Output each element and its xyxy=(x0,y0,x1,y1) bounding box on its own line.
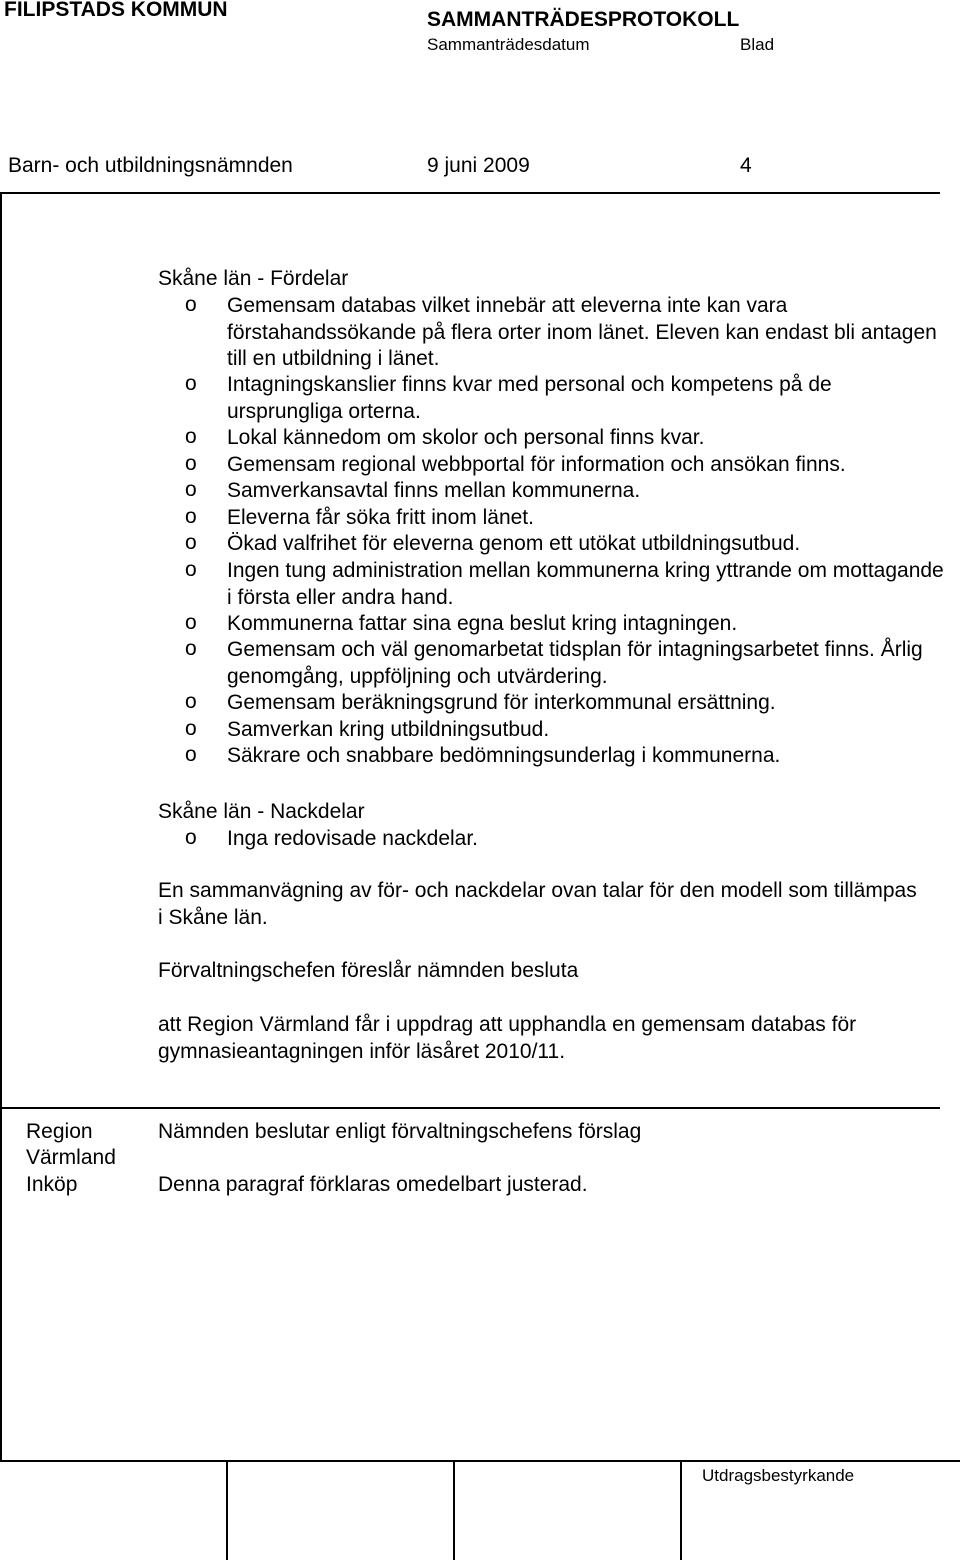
advantage-item: Intagningskanslier finns kvar med personal och kompetens på de ursprungliga orterna. xyxy=(227,373,832,423)
bullet-marker: o xyxy=(185,293,197,316)
bullet-marker: o xyxy=(185,637,197,660)
bullet-marker: o xyxy=(185,558,197,581)
advantage-item: Lokal kännedom om skolor och personal finns kvar. xyxy=(227,426,705,449)
document-type: SAMMANTRÄDESPROTOKOLL xyxy=(427,8,740,31)
left-border xyxy=(0,192,2,1460)
date-label: Sammanträdesdatum xyxy=(427,35,590,54)
committee-name: Barn- och utbildningsnämnden xyxy=(8,154,293,177)
bullet-marker: o xyxy=(185,826,197,849)
bullet-marker: o xyxy=(185,531,197,554)
advantage-item: Säkrare och snabbare bedömningsunderlag i kommunerna. xyxy=(227,744,781,767)
immediate-adjustment: Denna paragraf förklaras omedelbart justerad. xyxy=(158,1173,588,1196)
municipality-name: FILIPSTADS KOMMUN xyxy=(4,0,228,21)
bullet-marker: o xyxy=(185,690,197,713)
advantage-item: Gemensam beräkningsgrund för interkommunal ersättning. xyxy=(227,691,776,714)
certification-label: Utdragsbestyrkande xyxy=(702,1466,855,1485)
advantage-item: Eleverna får söka fritt inom länet. xyxy=(227,506,534,529)
advantage-item: Gemensam databas vilket innebär att eleverna inte kan vara förstahandssökande på flera orter inom länet. Eleven kan endast bli antagen till en utbildning i länet. xyxy=(227,294,937,370)
footer-sep-2 xyxy=(453,1460,455,1560)
summary-paragraph: En sammanvägning av för- och nackdelar ovan talar för den modell som tillämpas i Skåne län. xyxy=(158,879,917,929)
bullet-marker: o xyxy=(185,425,197,448)
bullet-marker: o xyxy=(185,478,197,501)
advantage-item: Ökad valfrihet för eleverna genom ett utökat utbildningsutbud. xyxy=(227,532,801,555)
bullet-marker: o xyxy=(185,505,197,528)
recipient-3: Inköp xyxy=(26,1173,78,1196)
disadvantage-item: Inga redovisade nackdelar. xyxy=(227,827,479,850)
advantage-item: Kommunerna fattar sina egna beslut kring intagningen. xyxy=(227,612,738,635)
footer-sep-3 xyxy=(680,1460,682,1560)
bullet-marker: o xyxy=(185,372,197,395)
bullet-marker: o xyxy=(185,717,197,740)
advantage-item: Samverkansavtal finns mellan kommunerna. xyxy=(227,479,641,502)
page-number: 4 xyxy=(740,154,752,177)
bullet-marker: o xyxy=(185,611,197,634)
advantage-item: Gemensam och väl genomarbetat tidsplan för intagningsarbetet finns. Årlig genomgång, uppföljning och utvärdering. xyxy=(227,638,923,688)
decision-text: Nämnden beslutar enligt förvaltningschefens förslag xyxy=(158,1120,642,1143)
page-label: Blad xyxy=(740,35,775,54)
proposal-intro: Förvaltningschefen föreslår nämnden besluta xyxy=(158,959,579,982)
bullet-marker: o xyxy=(185,452,197,475)
disadvantages-heading: Skåne län - Nackdelar xyxy=(158,800,365,823)
proposal-paragraph: att Region Värmland får i uppdrag att upphandla en gemensam databas för gymnasieantagningen inför läsåret 2010/11. xyxy=(158,1013,857,1063)
advantage-item: Samverkan kring utbildningsutbud. xyxy=(227,718,550,741)
footer-sep-1 xyxy=(226,1460,228,1560)
advantage-item: Ingen tung administration mellan kommunerna kring yttrande om mottagande i första eller andra hand. xyxy=(227,559,944,609)
meeting-date: 9 juni 2009 xyxy=(427,154,530,177)
footer-divider xyxy=(0,1460,960,1462)
recipient-2: Värmland xyxy=(26,1146,116,1169)
decision-divider xyxy=(0,1107,940,1109)
advantage-item: Gemensam regional webbportal för information och ansökan finns. xyxy=(227,453,846,476)
advantages-heading: Skåne län - Fördelar xyxy=(158,267,349,290)
recipient-1: Region xyxy=(26,1120,93,1143)
header-divider xyxy=(0,192,940,194)
bullet-marker: o xyxy=(185,743,197,766)
